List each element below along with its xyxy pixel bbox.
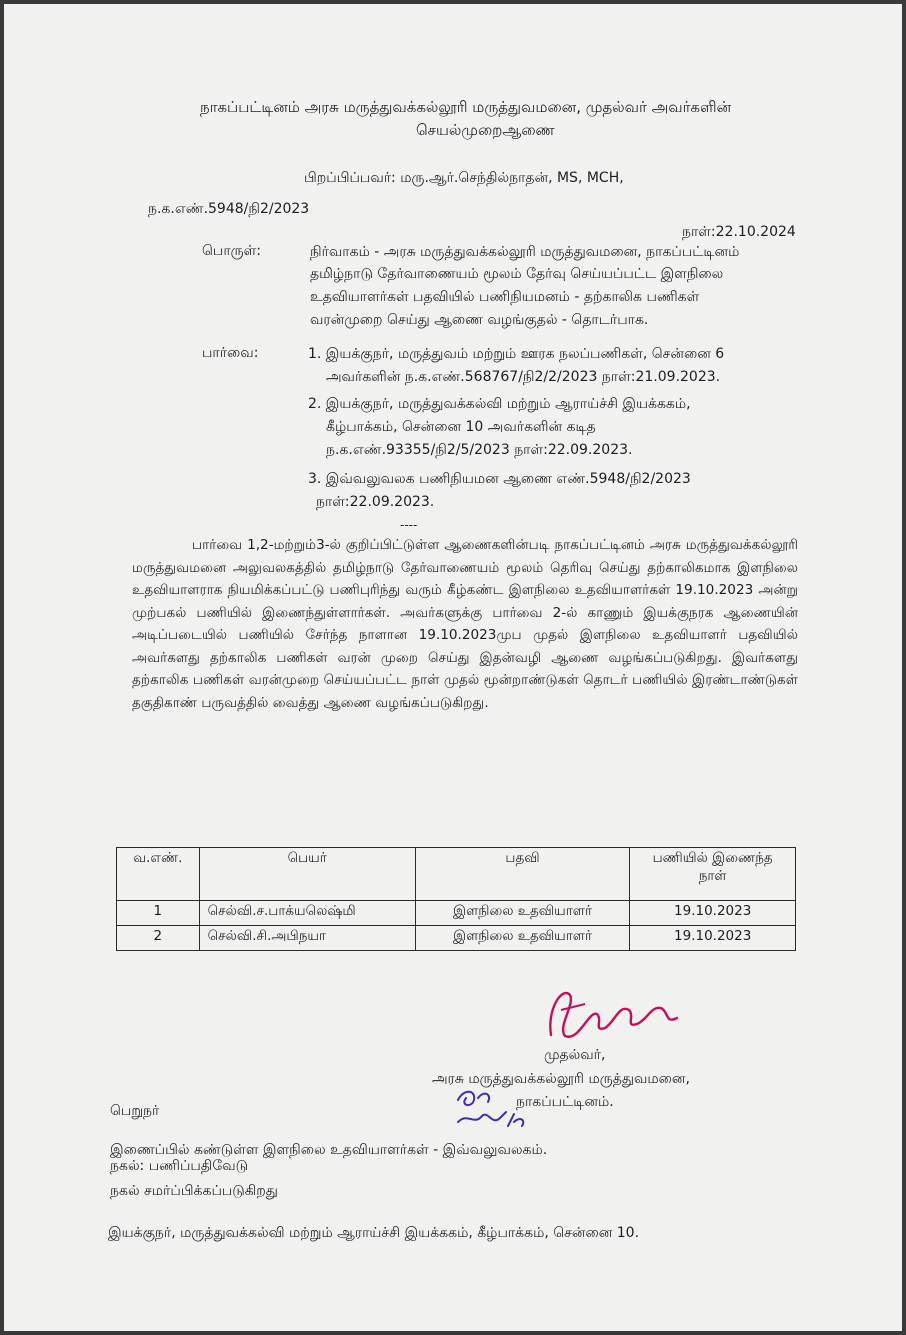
- reference-label: பார்வை:: [202, 345, 259, 361]
- table-header-row: [117, 848, 796, 901]
- cell-date: 19.10.2023: [630, 926, 796, 951]
- signatory-institution: அரசு மருத்துவக்கல்லூரி மருத்துவமனை,: [432, 1071, 690, 1087]
- signatory-place: நாகப்பட்டினம்.: [516, 1094, 614, 1110]
- cell-sno: 1: [117, 901, 200, 926]
- copy-line: இயக்குநர், மருத்துவக்கல்வி மற்றும் ஆராய்ச்சி இயக்ககம், கீழ்பாக்கம், சென்னை 10.: [108, 1225, 640, 1241]
- column-header: வ.எண்.: [117, 848, 200, 901]
- body-text: பார்வை 1,2-மற்றும்3-ல் குறிப்பிட்டுள்ள ஆணைகளின்படி நாகப்பட்டினம் அரசு மருத்துவக்கல்லூரி மருத்துவமனை அலுவலகத்தில் தமிழ்நாடு தேர்வாணையம் மூலம் தெரிவு செய்து தற்காலிகமாக இளநிலை உதவியாளராக நியமிக்கப்பட்டு பணிபுரிந்து வரும் கீழ்கண்ட இளநிலை உதவியாளர்கள் 19.10.2023 அன்று முற்பகல் பணியில் இணைந்துள்ளார்கள். அவர்களுக்கு பார்வை 2-ல் காணும் இயக்குநரக ஆணையின் அடிப்படையில் பணியில் சேர்ந்த நாளான 19.10.2023முப முதல் இளநிலை உதவியாளர் பதவியில் அவர்களது தற்காலிக பணிகள் வரன் முறை செய்து இதன்வழி ஆணை வழங்கப்படுகிறது. இவர்களது தற்காலிக பணிகள் வரன்முறை செய்யப்பட்ட நாள் முதல் மூன்றாண்டுகள் தொடர் பணியில் இரண்டாண்டுகள் தகுதிகாண் பருவத்தில் வைத்து ஆணை வழங்கப்படுகிறது.: [132, 537, 798, 711]
- table-row: [117, 901, 796, 926]
- subject-line: உதவியாளர்கள் பதவியில் பணிநியமனம் - தற்காலிக பணிகள்: [310, 289, 700, 305]
- cell-date: 19.10.2023: [630, 901, 796, 926]
- reference-item: ந.க.எண்.93355/நி2/5/2023 நாள்:22.09.2023.: [326, 442, 633, 458]
- copy-line: நகல்: பணிப்பதிவேடு: [110, 1158, 249, 1174]
- table-row: [117, 926, 796, 951]
- subject-line: தமிழ்நாடு தேர்வாணையம் மூலம் தேர்வு செய்யப்பட்ட இளநிலை: [310, 266, 724, 282]
- title-line-2: செயல்முறைஆணை: [416, 121, 555, 139]
- title-line-1: நாகப்பட்டினம் அரசு மருத்துவக்கல்லூரி மருத்துவமனை, முதல்வர் அவர்களின்: [200, 98, 732, 116]
- cell-name: செல்வி.சி.அபிநயா: [199, 926, 415, 951]
- copy-submitted-label: நகல் சமர்ப்பிக்கப்படுகிறது: [110, 1183, 278, 1199]
- column-header: பெயர்: [199, 848, 415, 901]
- recipient-label: பெறுநர்: [110, 1103, 160, 1119]
- reference-item: அவர்களின் ந.க.எண்.568767/நி2/2/2023 நாள்:21.09.2023.: [326, 369, 721, 385]
- reference-number: ந.க.எண்.5948/நி2/2023: [148, 201, 310, 217]
- reference-item: 1. இயக்குநர், மருத்துவம் மற்றும் ஊரக நலப்பணிகள், சென்னை 6: [308, 346, 725, 362]
- reference-item: 2. இயக்குநர், மருத்துவக்கல்வி மற்றும் ஆராய்ச்சி இயக்ககம்,: [308, 396, 691, 412]
- subject-line: வரன்முறை செய்து ஆணை வழங்குதல் - தொடர்பாக.: [310, 312, 649, 328]
- reference-item: கீழ்பாக்கம், சென்னை 10 அவர்களின் கடித: [326, 419, 596, 435]
- recipient-line: இணைப்பில் கண்டுள்ள இளநிலை உதவியாளர்கள் - இவ்வலுவலகம்.: [110, 1142, 548, 1158]
- reference-item: 3. இவ்வலுவலக பணிநியமன ஆணை எண்.5948/நி2/2023: [308, 471, 691, 487]
- order-date: நாள்:22.10.2024: [682, 224, 796, 240]
- staff-table: [116, 847, 796, 951]
- separator: ----: [400, 518, 418, 532]
- reference-item: நாள்:22.09.2023.: [316, 494, 435, 510]
- cell-post: இளநிலை உதவியாளர்: [415, 901, 630, 926]
- column-header: பதவி: [415, 848, 630, 901]
- body-paragraph: [132, 534, 798, 714]
- subject-label: பொருள்:: [202, 243, 261, 259]
- cell-post: இளநிலை உதவியாளர்: [415, 926, 630, 951]
- cell-sno: 2: [117, 926, 200, 951]
- document-page: [4, 4, 902, 1331]
- column-header: பணியில் இணைந்த நாள்: [630, 848, 796, 901]
- initial-signature: [452, 1086, 532, 1134]
- cell-name: செல்வி.ச.பாக்யலெஷ்மி: [199, 901, 415, 926]
- issuer: பிறப்பிப்பவர்: மரு.ஆர்.செந்தில்நாதன், MS, MCH,: [304, 170, 624, 186]
- principal-signature: [539, 980, 689, 1050]
- subject-line: நிர்வாகம் - அரசு மருத்துவக்கல்லூரி மருத்துவமனை, நாகப்பட்டினம்: [310, 244, 740, 260]
- signatory-designation: முதல்வர்,: [544, 1047, 606, 1063]
